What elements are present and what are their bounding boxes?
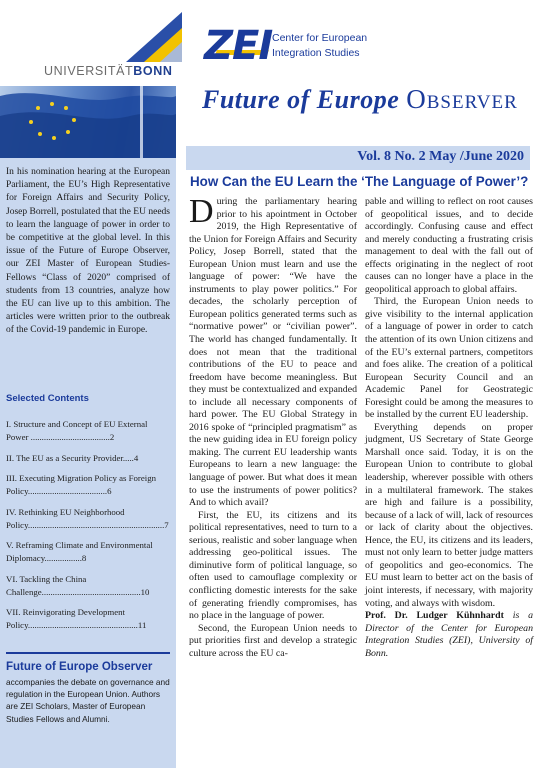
article-paragraph: Second, the European Union needs to put priorities first and develop a strategic culture across the EU ca- <box>189 622 357 659</box>
observer-box-title: Future of Europe Observer <box>6 661 153 673</box>
toc-item-page: 10 <box>140 586 150 597</box>
sidebar-divider <box>6 652 170 654</box>
toc-item-label: I. Structure and Concept of EU External Power <box>6 419 148 442</box>
toc-item-label: II. The EU as a Security Provider <box>6 452 123 463</box>
article-paragraph: pable and willing to reflect on root causes of geopolitical issues, and to decide accordingly. Confusing cause and effect and merely conducting a frustrating crisis management to deal with the fall out of effects originating in the neglect of root causes can no longer have a place in the geopolitical approach to global affairs. <box>365 196 533 295</box>
toc-item-label: III. Executing Migration Policy as Foreign Policy <box>6 473 157 496</box>
masthead-part-2: Observer <box>406 84 518 114</box>
zei-subtitle <box>272 31 367 61</box>
toc-item[interactable] <box>6 573 170 599</box>
sidebar <box>0 158 176 768</box>
table-of-contents <box>6 418 170 640</box>
masthead-part-1: Future of Europe <box>202 85 400 114</box>
drop-cap: D <box>189 193 214 230</box>
toc-item-page: 7 <box>164 519 169 530</box>
toc-item[interactable] <box>6 606 170 632</box>
toc-item-dots: .................................................. <box>27 620 138 630</box>
toc-item[interactable] <box>6 506 170 532</box>
toc-item-label: VI. Tackling the China Challenge <box>6 573 87 597</box>
toc-item-dots: ................. <box>44 553 82 563</box>
toc-item-page: 2 <box>109 432 115 442</box>
toc-item-page: 11 <box>137 620 147 630</box>
article-headline: How Can the EU Learn the ‘The Language of Power’? <box>190 174 529 189</box>
toc-item-dots: .................................... <box>28 432 110 442</box>
sidebar-intro-text: In his nomination hearing at the European Parliament, the EU’s High Representative for Foreign Affairs and Security Policy, Josep Borrell, postulated that the EU needs to learn the language of power in order to be competitive at the global level. In this issue of the Future of Europe Observer, our ZEI Master of European Studies-Fellows “Class of 2020” comprised of students from 13 countries, analyze how the EU can live up to this ambition. The articles were written prior to the outbreak of the Covid-19 pandemic in Europe. <box>6 167 170 336</box>
toc-item-label: VII. Reinvigorating Development Policy <box>6 607 125 630</box>
issue-label: Vol. 8 No. 2 May /June 2020 <box>357 149 524 164</box>
zei-subtitle-line-2: Integration Studies <box>272 47 360 59</box>
eu-flag-image <box>0 86 176 158</box>
author-role: is a Director of the Center for European Integration Studies (ZEI), University of Bonn. <box>365 610 533 659</box>
toc-item-dots: .............................................................. <box>27 519 165 530</box>
author-signature <box>365 610 533 660</box>
toc-item-dots: ..... <box>122 452 134 463</box>
article-paragraph: Everything depends on proper judgment, US Secretary of State George Marshall once said. Today, it is on the European Union to contribute to global leadership, wherever possible with others in a multilateral framework. The stakes are high and failure is a possibility, because of a lack of will, lack of resources or lack of clarity about the objectives. Hence, the EU, its citizens and its leaders, must not only learn to better judge matters of geopolitics and geo-economics. The EU must learn to better act on the basis of joint interests, if necessary, with majority voting, and always with wisdom. <box>365 421 533 609</box>
zei-logo <box>204 23 368 74</box>
toc-item-page: 8 <box>81 553 87 563</box>
eu-flag-icon <box>0 86 176 158</box>
university-bonn-logo <box>44 12 174 82</box>
zei-logo-text: ZEI <box>204 23 273 69</box>
university-name: UNIVERSITÄTBONN <box>44 64 173 78</box>
zei-subtitle-line-1: Center for European <box>272 32 368 44</box>
article-paragraph: Third, the European Union needs to give visibility to the internal application of a language of power in order to catch the attention of its own Union citizens and of the EU’s external partners, competitors and foes alike. The creation of a political European Security Council and an Academic Panel for Geostrategic Foresight could be among the measures to be installed by the current EU leadership. <box>365 296 533 421</box>
toc-item-page: 6 <box>107 486 112 496</box>
toc-item[interactable] <box>6 452 170 465</box>
toc-item-page: 4 <box>133 452 139 463</box>
toc-item[interactable] <box>6 418 170 444</box>
toc-item-dots: .................................... <box>27 486 108 496</box>
toc-item-dots: ............................................. <box>41 586 141 597</box>
selected-contents-heading: Selected Contents <box>6 393 89 404</box>
toc-item-label: V. Reframing Climate and Environmental Diplomacy <box>6 540 153 563</box>
article-paragraph: First, the EU, its citizens and its political representatives, need to turn to a serious, realistic and sober language when addressing geo-political issues. The diminutive form of political language, so often used to camouflage complexity or conflicting domestic interests for the sake of generating friendly compromises, has no place in the language of power. <box>189 509 357 622</box>
issue-bar <box>186 146 530 170</box>
article-paragraph: During the parliamentary hearing prior to his apointment in October 2019, the High Representative of the Union for Foreign Affairs and Security Policy, Josep Borrell, stated that the European Union must learn and use the language of power: “We have the instruments to play power politics.” For decades, the scholarly perception of European politics generated terms such as “normative power” or “civilian power”. The world has changed fundamentally. It does not mean that the traditional contributions of the EU to peace and freedom have become meaningless. But they must be contextualized and expanded to include all necessary components of hard power. The EU Global Strategy in 2016 spoke of “principled pragmatism” as the new guiding idea in EU foreign policy making. The current EU leadership wants Europeans to learn a new language: the language of power. But what does it mean to use the instruments of power politics? And to which avail? <box>189 193 357 509</box>
observer-box-text: accompanies the debate on governance and regulation in the European Union. Authors are ZEI Scholars, Master of European Studies Fellows and Alumni. <box>6 677 170 724</box>
university-emblem-icon <box>126 12 182 62</box>
author-name: Prof. Dr. Ludger Kühnhardt <box>365 610 504 622</box>
article-column-2 <box>365 196 533 660</box>
toc-item[interactable] <box>6 472 170 498</box>
article-column-1 <box>189 193 357 660</box>
toc-item[interactable] <box>6 539 170 565</box>
toc-item-label: IV. Rethinking EU Neighborhood Policy <box>6 506 125 530</box>
masthead-title <box>202 84 518 115</box>
